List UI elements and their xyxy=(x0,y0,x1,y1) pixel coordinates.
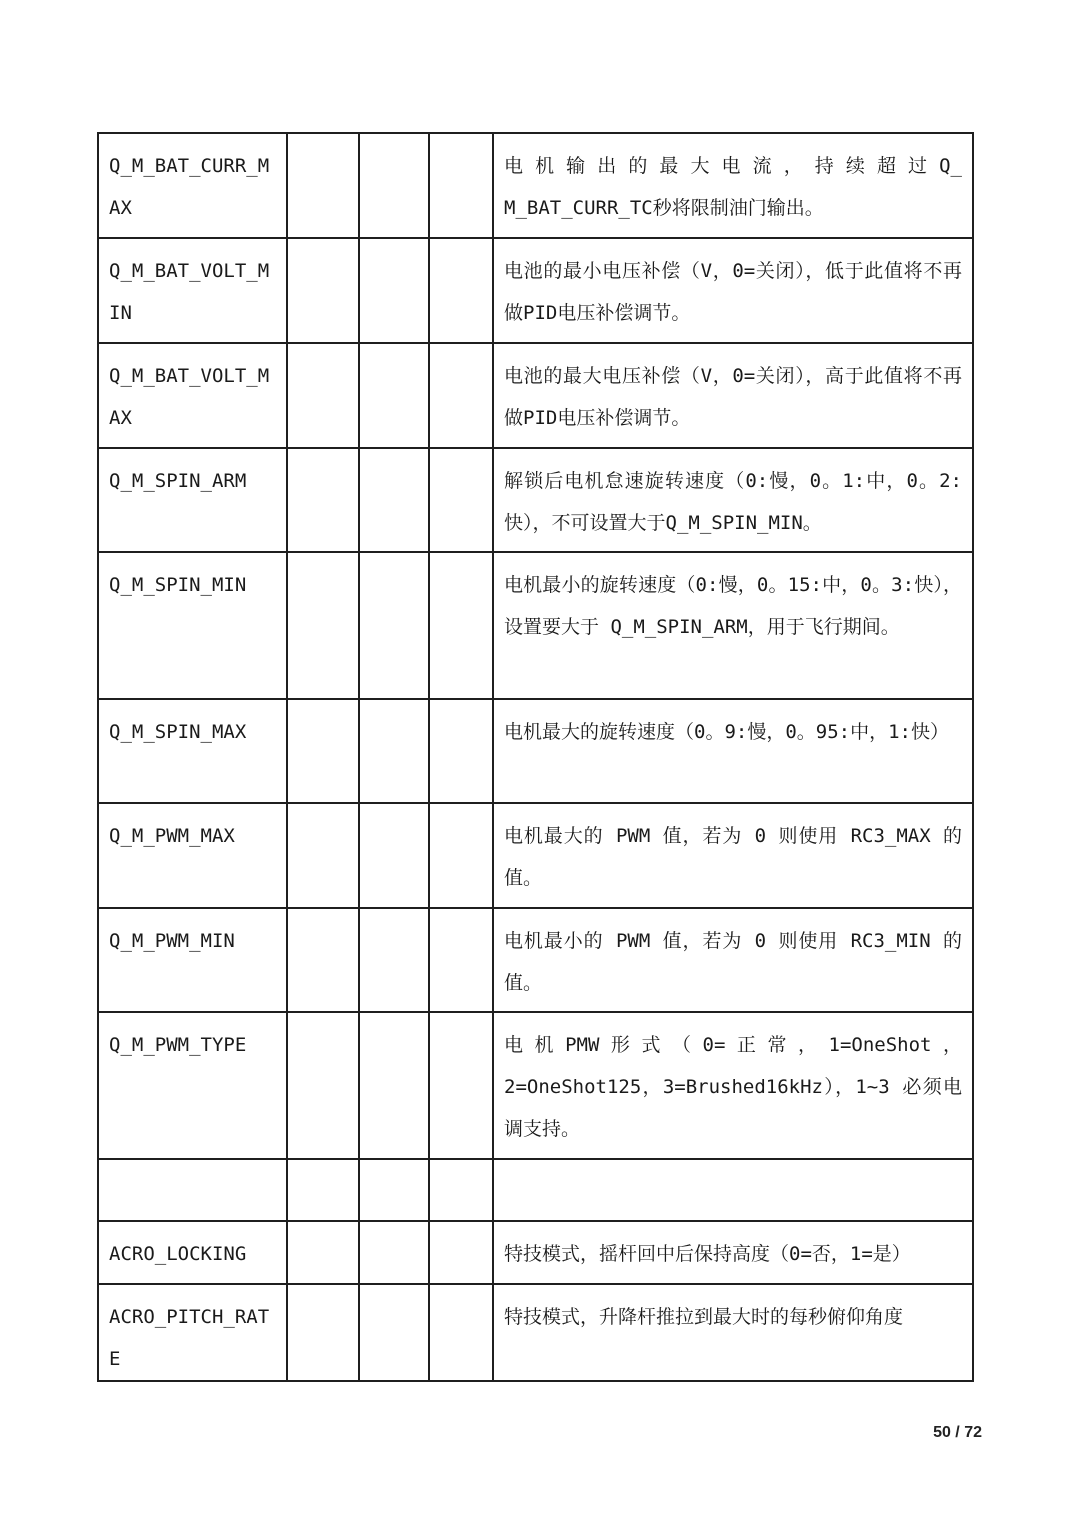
empty-cell xyxy=(287,1159,359,1221)
empty-cell xyxy=(359,699,429,803)
param-name-cell: Q_M_SPIN_MIN xyxy=(98,552,287,699)
param-desc-cell: 电机最小的 PWM 值，若为 0 则使用 RC3_MIN 的值。 xyxy=(493,908,973,1012)
empty-cell xyxy=(359,343,429,448)
empty-cell xyxy=(287,1012,359,1159)
empty-cell xyxy=(359,448,429,552)
param-desc-cell: 电池的最大电压补偿（V，0=关闭），高于此值将不再做PID电压补偿调节。 xyxy=(493,343,973,448)
empty-cell xyxy=(287,552,359,699)
table-row xyxy=(98,1284,973,1381)
table-row xyxy=(98,343,973,448)
table-row xyxy=(98,908,973,1012)
empty-cell xyxy=(429,1159,493,1221)
param-name-cell: Q_M_PWM_TYPE xyxy=(98,1012,287,1159)
param-name-cell: Q_M_SPIN_MAX xyxy=(98,699,287,803)
empty-cell xyxy=(429,448,493,552)
empty-cell xyxy=(429,238,493,343)
param-desc-cell: 电 机 PMW 形 式 （ 0= 正 常 ， 1=OneShot ，2=OneShot125，3=Brushed16kHz），1~3 必须电调支持。 xyxy=(493,1012,973,1159)
param-desc-cell: 电 机 输 出 的 最 大 电 流 ， 持 续 超 过 Q_M_BAT_CURR_TC秒将限制油门输出。 xyxy=(493,133,973,238)
param-desc-cell: 电机最小的旋转速度（0:慢，0。15:中，0。3:快），设置要大于 Q_M_SPIN_ARM，用于飞行期间。 xyxy=(493,552,973,699)
empty-cell xyxy=(429,908,493,1012)
empty-cell xyxy=(287,133,359,238)
empty-cell xyxy=(429,699,493,803)
parameter-table xyxy=(97,132,974,1382)
empty-cell xyxy=(287,343,359,448)
param-name-cell: Q_M_BAT_VOLT_MAX xyxy=(98,343,287,448)
table-row xyxy=(98,1221,973,1284)
empty-cell xyxy=(359,1284,429,1381)
empty-cell xyxy=(287,1221,359,1284)
param-name-cell: Q_M_PWM_MIN xyxy=(98,908,287,1012)
param-desc-cell: 电池的最小电压补偿（V，0=关闭），低于此值将不再做PID电压补偿调节。 xyxy=(493,238,973,343)
table-row xyxy=(98,133,973,238)
empty-cell xyxy=(429,803,493,908)
empty-cell xyxy=(429,1221,493,1284)
param-desc-cell: 特技模式，升降杆推拉到最大时的每秒俯仰角度 xyxy=(493,1284,973,1381)
param-name-cell: ACRO_LOCKING xyxy=(98,1221,287,1284)
table-row xyxy=(98,803,973,908)
empty-cell xyxy=(359,1221,429,1284)
empty-cell xyxy=(287,1284,359,1381)
param-desc-cell: 特技模式，摇杆回中后保持高度（0=否，1=是） xyxy=(493,1221,973,1284)
param-name-cell: ACRO_PITCH_RATE xyxy=(98,1284,287,1381)
empty-cell xyxy=(359,133,429,238)
param-name-cell: Q_M_BAT_VOLT_MIN xyxy=(98,238,287,343)
param-desc-cell: 电机最大的 PWM 值，若为 0 则使用 RC3_MAX 的值。 xyxy=(493,803,973,908)
table-row xyxy=(98,699,973,803)
table-row xyxy=(98,448,973,552)
table-row xyxy=(98,238,973,343)
table-row xyxy=(98,1159,973,1221)
empty-cell xyxy=(359,1159,429,1221)
empty-cell xyxy=(287,908,359,1012)
param-name-cell: Q_M_BAT_CURR_MAX xyxy=(98,133,287,238)
empty-cell xyxy=(429,133,493,238)
empty-cell xyxy=(429,1284,493,1381)
empty-cell xyxy=(359,908,429,1012)
empty-cell xyxy=(429,1012,493,1159)
empty-cell xyxy=(287,803,359,908)
empty-cell xyxy=(359,1012,429,1159)
empty-cell xyxy=(359,238,429,343)
param-name-cell xyxy=(98,1159,287,1221)
page-number: 50 / 72 xyxy=(933,1424,982,1441)
param-desc-cell: 解锁后电机怠速旋转速度（0:慢，0。1:中，0。2:快），不可设置大于Q_M_SPIN_MIN。 xyxy=(493,448,973,552)
param-desc-cell xyxy=(493,1159,973,1221)
empty-cell xyxy=(359,803,429,908)
empty-cell xyxy=(287,238,359,343)
param-desc-cell: 电机最大的旋转速度（0。9:慢，0。95:中，1:快） xyxy=(493,699,973,803)
param-name-cell: Q_M_SPIN_ARM xyxy=(98,448,287,552)
empty-cell xyxy=(359,552,429,699)
table-row xyxy=(98,1012,973,1159)
param-name-cell: Q_M_PWM_MAX xyxy=(98,803,287,908)
empty-cell xyxy=(287,448,359,552)
table-row xyxy=(98,552,973,699)
empty-cell xyxy=(287,699,359,803)
empty-cell xyxy=(429,343,493,448)
empty-cell xyxy=(429,552,493,699)
